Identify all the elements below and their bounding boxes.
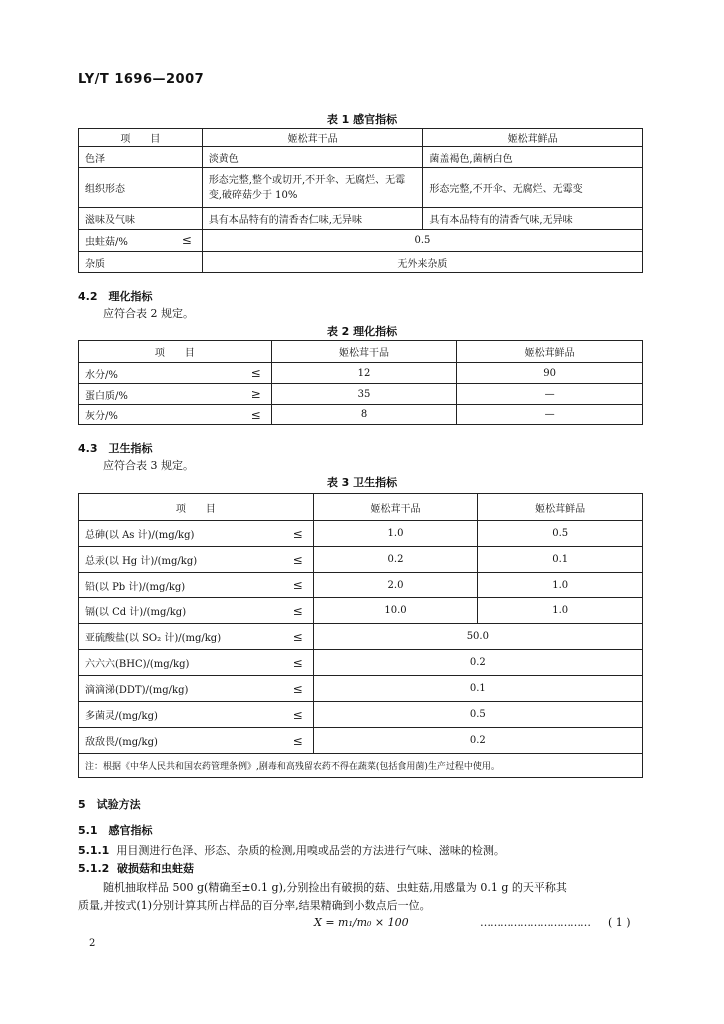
- table-row: [79, 547, 643, 573]
- row-symbol: ≤: [286, 547, 313, 573]
- row-symbol: ≤: [286, 650, 313, 676]
- table-row: [79, 598, 643, 624]
- row-fresh: 1.0: [478, 573, 643, 598]
- row-dry: 12: [271, 363, 457, 384]
- table-row: [79, 676, 643, 702]
- section-5-1-1-text: 用目测进行色泽、形态、杂质的检测,用嗅或品尝的方法进行气味、滋味的检测。: [116, 844, 505, 857]
- table3: [78, 493, 643, 778]
- table3-note: 注：根据《中华人民共和国农药管理条例》,剧毒和高残留农药不得在蔬菜(包括食用菌)生产过程中使用。: [79, 754, 643, 778]
- row-fresh: 具有本品特有的清香气味,无异味: [423, 208, 643, 230]
- row-merged-value: 0.5: [313, 702, 642, 728]
- section-5-1-1-number: 5.1.1: [78, 844, 110, 857]
- table-row: [79, 702, 643, 728]
- row-symbol: ≤: [286, 598, 313, 624]
- table-row: [79, 252, 643, 273]
- formula-number: ( 1 ): [608, 916, 631, 929]
- table-row: [79, 168, 643, 208]
- table1-header-dry: 姬松茸干品: [202, 129, 423, 147]
- row-fresh: 0.5: [478, 521, 643, 547]
- table2-header-fresh: 姬松茸鲜品: [457, 341, 643, 363]
- row-fresh: 1.0: [478, 598, 643, 624]
- row-item: 水分/%: [79, 363, 208, 384]
- row-item: 镉(以 Cd 计)/(mg/kg): [79, 598, 287, 624]
- table1-header-item: 项 目: [79, 129, 203, 147]
- section-5-1-2-title: 破损菇和虫蛀菇: [117, 862, 194, 875]
- row-dry: 具有本品特有的清香杏仁味,无异味: [202, 208, 423, 230]
- row-item: 灰分/%: [79, 405, 208, 425]
- row-item: 敌敌畏/(mg/kg): [79, 728, 287, 754]
- table-row: [79, 363, 643, 384]
- table-row: [79, 405, 643, 425]
- row-dry: 0.2: [313, 547, 478, 573]
- table-row: [79, 573, 643, 598]
- table2: [78, 340, 643, 425]
- section-4-3-title: 4.3 卫生指标: [78, 442, 153, 455]
- row-symbol: ≤: [286, 521, 313, 547]
- section-5-1-title: 5.1 感官指标: [78, 824, 153, 837]
- row-symbol: ≥: [207, 384, 271, 405]
- row-item: 组织形态: [79, 168, 203, 208]
- row-fresh: —: [457, 405, 643, 425]
- row-symbol: ≤: [286, 676, 313, 702]
- table-row: [79, 650, 643, 676]
- row-fresh: —: [457, 384, 643, 405]
- row-fresh: 0.1: [478, 547, 643, 573]
- row-symbol: ≤: [207, 405, 271, 425]
- row-dry: 2.0: [313, 573, 478, 598]
- row-fresh: 90: [457, 363, 643, 384]
- row-merged-value: 50.0: [313, 624, 642, 650]
- row-fresh: 菌盖褐色,菌柄白色: [423, 147, 643, 168]
- row-dry: 形态完整,整个或切开,不开伞、无腐烂、无霉变,破碎菇少于 10%: [202, 168, 423, 208]
- row-dry: 淡黄色: [202, 147, 423, 168]
- table-row: [79, 384, 643, 405]
- row-item: 六六六(BHC)/(mg/kg): [79, 650, 287, 676]
- table3-header-item: 项 目: [79, 494, 314, 521]
- row-symbol: ≤: [286, 728, 313, 754]
- row-fresh: 形态完整,不开伞、无腐烂、无霉变: [423, 168, 643, 208]
- row-symbol: ≤: [286, 702, 313, 728]
- table-row: [79, 208, 643, 230]
- table2-header-item: 项 目: [79, 341, 272, 363]
- row-item: 杂质: [79, 252, 203, 273]
- table3-caption: 表 3 卫生指标: [326, 476, 398, 489]
- row-merged-value: 0.1: [313, 676, 642, 702]
- row-dry: 10.0: [313, 598, 478, 624]
- row-item: 亚硫酸盐(以 SO₂ 计)/(mg/kg): [79, 624, 287, 650]
- section-4-2-title: 4.2 理化指标: [78, 290, 153, 303]
- table1: [78, 128, 643, 273]
- paragraph-line-2: 质量,并按式(1)分别计算其所占样品的百分率,结果精确到小数点后一位。: [78, 899, 431, 912]
- row-item: 色泽: [79, 147, 203, 168]
- row-symbol: ≤: [286, 573, 313, 598]
- table-row: [79, 147, 643, 168]
- row-item: 虫蛀菇/%: [85, 237, 128, 248]
- standard-code: LY/T 1696—2007: [78, 72, 205, 87]
- row-merged-value: 0.2: [313, 728, 642, 754]
- formula-dots: ……………………………: [480, 916, 590, 929]
- row-item: 总砷(以 As 计)/(mg/kg): [79, 521, 287, 547]
- row-item: 铅(以 Pb 计)/(mg/kg): [79, 573, 287, 598]
- row-dry: 1.0: [313, 521, 478, 547]
- table3-header-dry: 姬松茸干品: [313, 494, 478, 521]
- table2-header-dry: 姬松茸干品: [271, 341, 457, 363]
- row-symbol: ≤: [286, 624, 313, 650]
- row-item: 滋味及气味: [79, 208, 203, 230]
- section-4-3-text: 应符合表 3 规定。: [103, 459, 194, 472]
- page-number: 2: [89, 938, 96, 949]
- row-item: 多菌灵/(mg/kg): [79, 702, 287, 728]
- row-item: 蛋白质/%: [79, 384, 208, 405]
- table3-header-fresh: 姬松茸鲜品: [478, 494, 643, 521]
- row-symbol: ≤: [181, 233, 192, 247]
- section-5-1-2-number: 5.1.2: [78, 862, 110, 875]
- row-merged-value: 0.5: [202, 230, 642, 252]
- row-item: 滴滴涕(DDT)/(mg/kg): [79, 676, 287, 702]
- row-dry: 8: [271, 405, 457, 425]
- table-row: [79, 230, 643, 252]
- table-row: [79, 728, 643, 754]
- table-row: [79, 624, 643, 650]
- row-item: 总汞(以 Hg 计)/(mg/kg): [79, 547, 287, 573]
- paragraph-line-1: 随机抽取样品 500 g(精确至±0.1 g),分别捡出有破损的菇、虫蛀菇,用感量为 0.1 g 的天平称其: [103, 881, 567, 894]
- section-5-1-2: [78, 860, 194, 876]
- formula-expression: X = m₁/m₀ × 100: [314, 916, 409, 929]
- row-symbol: ≤: [207, 363, 271, 384]
- table-row: [79, 521, 643, 547]
- section-4-2-text: 应符合表 2 规定。: [103, 307, 194, 320]
- table2-caption: 表 2 理化指标: [326, 325, 398, 338]
- table1-caption: 表 1 感官指标: [326, 113, 398, 126]
- section-5-title: 5 试验方法: [78, 798, 141, 811]
- table1-header-fresh: 姬松茸鲜品: [423, 129, 643, 147]
- section-5-1-1: [78, 842, 505, 858]
- row-merged-value: 无外来杂质: [202, 252, 642, 273]
- row-merged-value: 0.2: [313, 650, 642, 676]
- row-dry: 35: [271, 384, 457, 405]
